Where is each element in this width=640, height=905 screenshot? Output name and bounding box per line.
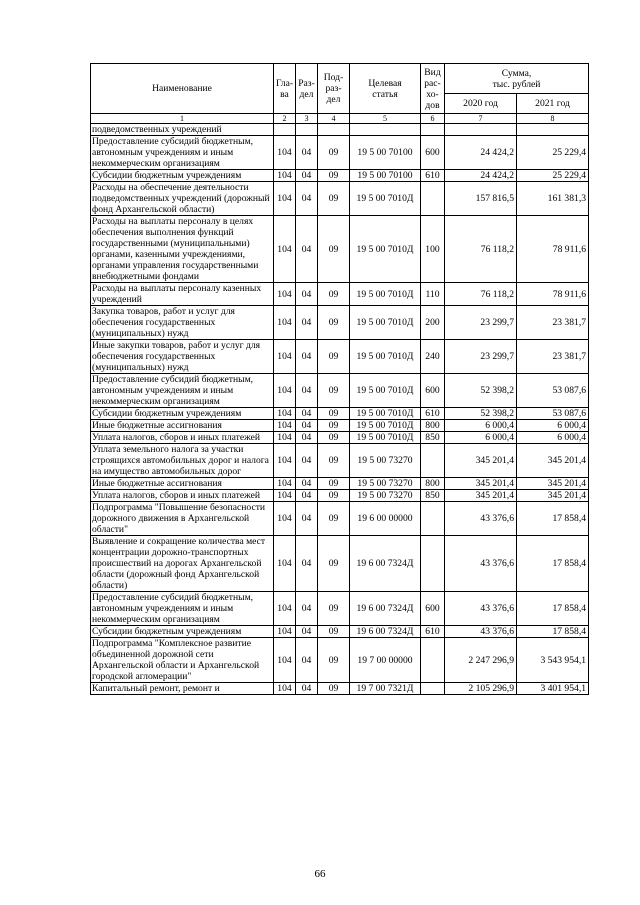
table-row (91, 124, 589, 136)
row-glava: 104 (274, 340, 296, 374)
row-sum-2020: 6 000,4 (445, 432, 517, 444)
row-target: 19 5 00 7010Д (350, 182, 421, 216)
row-sum-2021: 78 911,6 (517, 283, 589, 306)
row-sum-2021 (517, 124, 589, 136)
row-glava: 104 (274, 170, 296, 182)
row-podrazdel: 09 (318, 170, 350, 182)
row-target: 19 6 00 7324Д (350, 626, 421, 638)
row-glava: 104 (274, 306, 296, 340)
row-sum-2020: 24 424,2 (445, 170, 517, 182)
row-glava: 104 (274, 182, 296, 216)
row-name: Субсидии бюджетным учреждениям (91, 408, 274, 420)
row-sum-2021: 17 858,4 (517, 626, 589, 638)
row-sum-2020: 43 376,6 (445, 592, 517, 626)
row-vid: 240 (421, 340, 445, 374)
row-sum-2020: 23 299,7 (445, 306, 517, 340)
row-name: Иные закупки товаров, работ и услуг для обеспечения государственных (муниципальных) нужд (91, 340, 274, 374)
row-target: 19 7 00 00000 (350, 638, 421, 683)
row-sum-2021: 3 401 954,1 (517, 683, 589, 695)
row-podrazdel: 09 (318, 408, 350, 420)
row-name: Подпрограмма "Повышение безопасности дорожного движения в Архангельской области" (91, 502, 274, 536)
row-glava: 104 (274, 408, 296, 420)
row-target: 19 5 00 70100 (350, 170, 421, 182)
row-podrazdel: 09 (318, 182, 350, 216)
row-vid (421, 124, 445, 136)
row-name: Субсидии бюджетным учреждениям (91, 626, 274, 638)
header-target: Целевая статья (350, 64, 421, 114)
row-sum-2021: 53 087,6 (517, 408, 589, 420)
table-row (91, 432, 589, 444)
col-num: 1 (91, 114, 274, 124)
row-target: 19 5 00 7010Д (350, 408, 421, 420)
table-row (91, 420, 589, 432)
row-glava: 104 (274, 626, 296, 638)
row-sum-2020: 345 201,4 (445, 478, 517, 490)
row-glava: 104 (274, 216, 296, 283)
row-razdel: 04 (296, 182, 318, 216)
row-sum-2020: 76 118,2 (445, 216, 517, 283)
row-target: 19 5 00 70100 (350, 136, 421, 170)
row-razdel: 04 (296, 420, 318, 432)
row-glava: 104 (274, 536, 296, 592)
row-podrazdel: 09 (318, 374, 350, 408)
row-sum-2021: 25 229,4 (517, 170, 589, 182)
row-podrazdel: 09 (318, 536, 350, 592)
row-vid: 600 (421, 136, 445, 170)
row-sum-2021: 3 543 954,1 (517, 638, 589, 683)
header-podrazdel: Под- раз- дел (318, 64, 350, 114)
row-sum-2020: 43 376,6 (445, 626, 517, 638)
row-razdel: 04 (296, 283, 318, 306)
row-razdel: 04 (296, 536, 318, 592)
row-glava: 104 (274, 638, 296, 683)
budget-table (90, 63, 589, 695)
row-sum-2020: 6 000,4 (445, 420, 517, 432)
table-row (91, 408, 589, 420)
table-row (91, 216, 589, 283)
row-name: подведомственных учреждений (91, 124, 274, 136)
row-sum-2021: 6 000,4 (517, 432, 589, 444)
row-name: Предоставление субсидий бюджетным, автономным учреждениям и иным некоммерческим организациям (91, 592, 274, 626)
row-glava: 104 (274, 283, 296, 306)
table-row (91, 136, 589, 170)
table-row (91, 478, 589, 490)
row-sum-2021: 25 229,4 (517, 136, 589, 170)
row-razdel: 04 (296, 444, 318, 478)
row-name: Расходы на выплаты персоналу казенных учреждений (91, 283, 274, 306)
table-row (91, 626, 589, 638)
row-glava: 104 (274, 683, 296, 695)
row-razdel: 04 (296, 136, 318, 170)
table-row (91, 283, 589, 306)
row-glava: 104 (274, 432, 296, 444)
row-podrazdel: 09 (318, 626, 350, 638)
col-num: 2 (274, 114, 296, 124)
row-razdel: 04 (296, 374, 318, 408)
column-numbering (91, 114, 589, 124)
row-target: 19 5 00 7010Д (350, 216, 421, 283)
row-vid: 600 (421, 592, 445, 626)
row-sum-2021: 78 911,6 (517, 216, 589, 283)
table-row (91, 170, 589, 182)
row-vid: 850 (421, 490, 445, 502)
row-vid (421, 638, 445, 683)
col-num: 7 (445, 114, 517, 124)
row-target: 19 5 00 73270 (350, 444, 421, 478)
col-num: 6 (421, 114, 445, 124)
header-2021: 2021 год (517, 94, 589, 114)
row-vid (421, 683, 445, 695)
row-glava: 104 (274, 444, 296, 478)
row-sum-2020: 345 201,4 (445, 444, 517, 478)
row-name: Предоставление субсидий бюджетным, автономным учреждениям и иным некоммерческим организациям (91, 136, 274, 170)
row-sum-2020: 43 376,6 (445, 536, 517, 592)
table-row (91, 490, 589, 502)
row-vid: 610 (421, 408, 445, 420)
row-glava: 104 (274, 502, 296, 536)
row-glava: 104 (274, 136, 296, 170)
table-row (91, 306, 589, 340)
row-name: Иные бюджетные ассигнования (91, 478, 274, 490)
row-target: 19 6 00 00000 (350, 502, 421, 536)
row-name: Уплата налогов, сборов и иных платежей (91, 432, 274, 444)
row-glava: 104 (274, 478, 296, 490)
row-razdel: 04 (296, 502, 318, 536)
row-podrazdel (318, 124, 350, 136)
table-row (91, 683, 589, 695)
row-vid: 610 (421, 626, 445, 638)
row-razdel: 04 (296, 170, 318, 182)
row-sum-2021: 161 381,3 (517, 182, 589, 216)
col-num: 5 (350, 114, 421, 124)
header-vid: Вид рас- хо- дов (421, 64, 445, 114)
row-sum-2020: 76 118,2 (445, 283, 517, 306)
row-vid: 800 (421, 478, 445, 490)
header-summa: Сумма, тыс. рублей (445, 64, 589, 94)
row-sum-2021: 17 858,4 (517, 502, 589, 536)
row-sum-2020: 52 398,2 (445, 374, 517, 408)
row-name: Выявление и сокращение количества мест концентрации дорожно-транспортных происшествий на дорогах Архангельской области (дорожный фонд Архангельской области) (91, 536, 274, 592)
row-podrazdel: 09 (318, 490, 350, 502)
row-sum-2020: 24 424,2 (445, 136, 517, 170)
table-row (91, 502, 589, 536)
row-target (350, 124, 421, 136)
row-razdel: 04 (296, 432, 318, 444)
row-vid (421, 444, 445, 478)
table-row (91, 638, 589, 683)
row-glava: 104 (274, 374, 296, 408)
row-vid: 100 (421, 216, 445, 283)
row-target: 19 5 00 7010Д (350, 432, 421, 444)
row-sum-2020: 157 816,5 (445, 182, 517, 216)
row-sum-2021: 345 201,4 (517, 444, 589, 478)
row-razdel: 04 (296, 626, 318, 638)
row-sum-2020: 23 299,7 (445, 340, 517, 374)
row-sum-2020: 2 247 296,9 (445, 638, 517, 683)
row-sum-2021: 53 087,6 (517, 374, 589, 408)
row-podrazdel: 09 (318, 216, 350, 283)
row-podrazdel: 09 (318, 136, 350, 170)
row-vid: 610 (421, 170, 445, 182)
row-podrazdel: 09 (318, 683, 350, 695)
row-razdel: 04 (296, 683, 318, 695)
row-target: 19 5 00 7010Д (350, 340, 421, 374)
table-row (91, 182, 589, 216)
row-target: 19 5 00 73270 (350, 490, 421, 502)
row-razdel: 04 (296, 490, 318, 502)
col-num: 8 (517, 114, 589, 124)
row-razdel: 04 (296, 340, 318, 374)
row-vid: 200 (421, 306, 445, 340)
row-name: Субсидии бюджетным учреждениям (91, 170, 274, 182)
row-glava (274, 124, 296, 136)
row-razdel: 04 (296, 592, 318, 626)
row-target: 19 5 00 7010Д (350, 374, 421, 408)
row-name: Иные бюджетные ассигнования (91, 420, 274, 432)
row-target: 19 5 00 7010Д (350, 283, 421, 306)
row-vid (421, 502, 445, 536)
row-vid: 800 (421, 420, 445, 432)
row-podrazdel: 09 (318, 478, 350, 490)
row-podrazdel: 09 (318, 592, 350, 626)
row-sum-2021: 17 858,4 (517, 592, 589, 626)
row-razdel: 04 (296, 216, 318, 283)
row-podrazdel: 09 (318, 444, 350, 478)
row-name: Закупка товаров, работ и услуг для обеспечения государственных (муниципальных) нужд (91, 306, 274, 340)
row-sum-2021: 345 201,4 (517, 478, 589, 490)
row-podrazdel: 09 (318, 340, 350, 374)
row-sum-2020: 52 398,2 (445, 408, 517, 420)
row-target: 19 5 00 73270 (350, 478, 421, 490)
row-sum-2021: 345 201,4 (517, 490, 589, 502)
row-sum-2020: 43 376,6 (445, 502, 517, 536)
row-podrazdel: 09 (318, 283, 350, 306)
row-vid: 110 (421, 283, 445, 306)
row-sum-2020: 2 105 296,9 (445, 683, 517, 695)
col-num: 4 (318, 114, 350, 124)
row-sum-2021: 23 381,7 (517, 306, 589, 340)
table-row (91, 536, 589, 592)
row-podrazdel: 09 (318, 638, 350, 683)
col-num: 3 (296, 114, 318, 124)
table-row (91, 592, 589, 626)
row-target: 19 6 00 7324Д (350, 536, 421, 592)
row-name: Подпрограмма "Комплексное развитие объединенной дорожной сети Архангельской области и Архангельской городской агломерации" (91, 638, 274, 683)
row-razdel: 04 (296, 478, 318, 490)
row-name: Уплата налогов, сборов и иных платежей (91, 490, 274, 502)
row-sum-2020 (445, 124, 517, 136)
row-podrazdel: 09 (318, 420, 350, 432)
page-number: 66 (314, 868, 326, 880)
row-podrazdel: 09 (318, 432, 350, 444)
header-glava: Гла- ва (274, 64, 296, 114)
row-razdel (296, 124, 318, 136)
row-name: Капитальный ремонт, ремонт и (91, 683, 274, 695)
row-razdel: 04 (296, 306, 318, 340)
table-row (91, 374, 589, 408)
row-glava: 104 (274, 420, 296, 432)
table-row (91, 340, 589, 374)
row-sum-2021: 17 858,4 (517, 536, 589, 592)
row-razdel: 04 (296, 408, 318, 420)
row-target: 19 7 00 7321Д (350, 683, 421, 695)
row-sum-2021: 6 000,4 (517, 420, 589, 432)
row-glava: 104 (274, 490, 296, 502)
row-target: 19 6 00 7324Д (350, 592, 421, 626)
row-glava: 104 (274, 592, 296, 626)
row-name: Уплата земельного налога за участки строящихся автомобильных дорог и налога на имущество автомобильных дорог (91, 444, 274, 478)
header-razdel: Раз- дел (296, 64, 318, 114)
table-row (91, 444, 589, 478)
row-vid (421, 182, 445, 216)
header-2020: 2020 год (445, 94, 517, 114)
row-sum-2020: 345 201,4 (445, 490, 517, 502)
row-name: Расходы на выплаты персоналу в целях обеспечения выполнения функций государственными (муниципальными) органами, казенными учреждениями, органами управления государственными внебюджетными фондами (91, 216, 274, 283)
header-name: Наименование (91, 64, 274, 114)
row-target: 19 5 00 7010Д (350, 306, 421, 340)
row-podrazdel: 09 (318, 306, 350, 340)
row-vid: 850 (421, 432, 445, 444)
row-vid (421, 536, 445, 592)
row-podrazdel: 09 (318, 502, 350, 536)
row-vid: 600 (421, 374, 445, 408)
row-razdel: 04 (296, 638, 318, 683)
row-name: Предоставление субсидий бюджетным, автономным учреждениям и иным некоммерческим организациям (91, 374, 274, 408)
row-sum-2021: 23 381,7 (517, 340, 589, 374)
row-name: Расходы на обеспечение деятельности подведомственных учреждений (дорожный фонд Архангельской области) (91, 182, 274, 216)
row-target: 19 5 00 7010Д (350, 420, 421, 432)
